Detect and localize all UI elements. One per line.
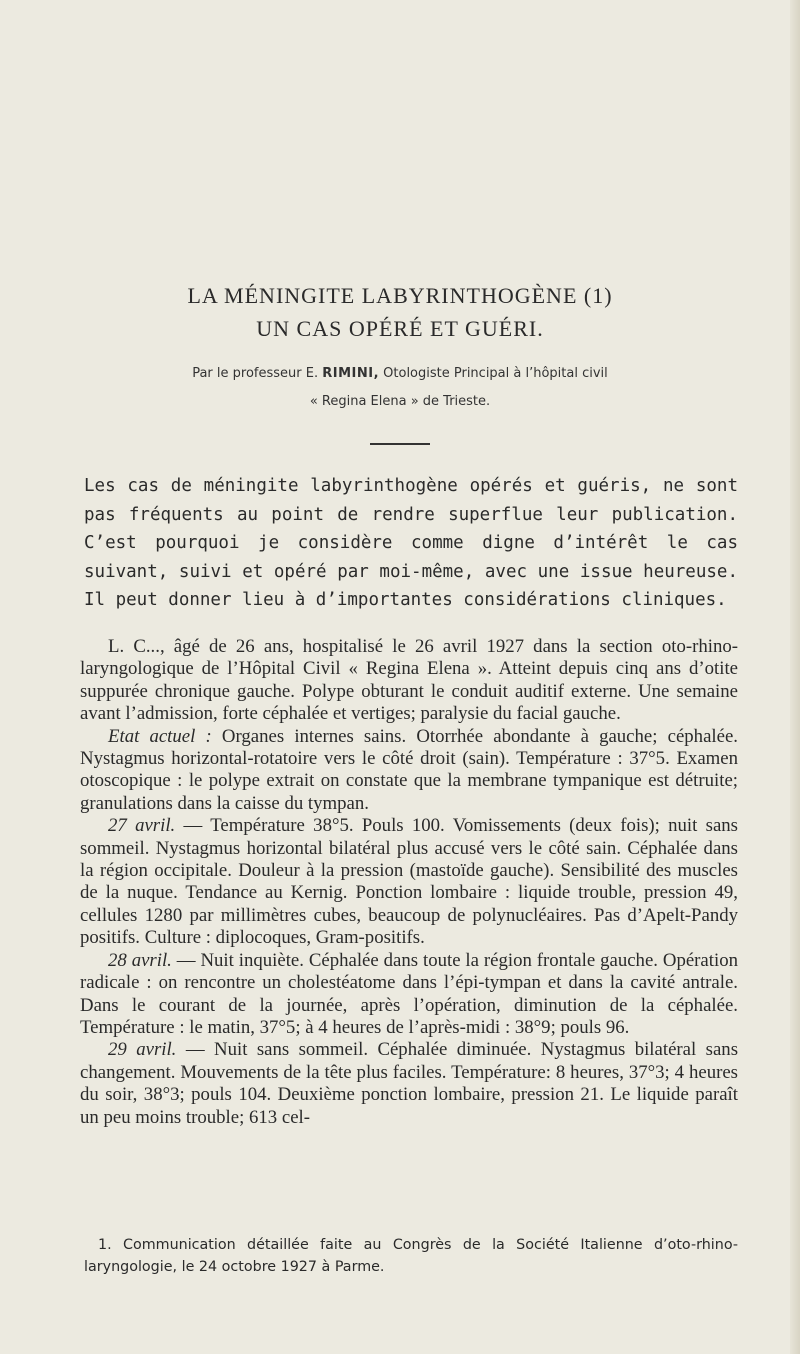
case-paragraph-3 [80,815,738,949]
case-paragraph-4 [80,950,738,1040]
case-text: — Nuit inquiète. Céphalée dans toute la région frontale gauche. Opération radicale : on rencontre un cholestéatome dans l’épi-tympan et dans la cavité antrale. Dans le courant de la journée, après l’opération, diminution de la céphalée. Température : le matin, 37°5; à 4 heures de l’après-midi : 38°9; pouls 96. [80,949,738,1038]
author-name: RIMINI, [322,366,380,381]
case-paragraph-1 [80,636,738,726]
case-paragraph-5 [80,1039,738,1129]
page-edge-shadow [790,0,800,1354]
case-text: L. C..., âgé de 26 ans, hospitalisé le 26 avril 1927 dans la section oto-rhino-laryngologique de l’Hôpital Civil « Regina Elena ». Atteint depuis cinq ans d’otite suppurée chronique gauche. Polype obturant le conduit auditif externe. Une semaine avant l’admission, forte céphalée et vertiges; paralysie du facial gauche. [80,636,738,725]
author-prefix: Par le professeur E. [192,366,319,381]
section-divider [370,443,430,445]
case-report-body [80,636,738,1129]
case-label: 28 avril. [108,949,172,971]
author-line [0,366,800,381]
intro-paragraph: Les cas de méningite labyrinthogène opérés et guéris, ne sont pas fréquents au point de rendre superflue leur publication. C’est pourquoi je considère comme digne d’intérêt le cas suivant, suivi et opéré par moi-même, avec une issue heureuse. Il peut donner lieu à d’importantes considérations cliniques. [84,476,738,610]
case-label: 27 avril. [108,815,176,837]
footnote: 1. Communication détaillée faite au Congrès de la Société Italienne d’oto-rhino-laryngologie, le 24 octobre 1927 à Parme. [84,1237,738,1275]
author-affiliation: Otologiste Principal à l’hôpital civil [383,366,608,381]
case-label: 29 avril. [108,1039,177,1061]
case-paragraph-2 [80,726,738,816]
case-text: Organes internes sains. Otorrhée abondante à gauche; céphalée. Nystagmus horizontal-rotatoire vers le côté droit (sain). Température : 37°5. Examen otoscopique : le polype extrait on constate que la membrane tympanique est détruite; granulations dans la caisse du tympan. [80,725,738,814]
case-text: — Nuit sans sommeil. Céphalée diminuée. Nystagmus bilatéral sans changement. Mouvements de la tête plus faciles. Température: 8 heures, 37°3; 4 heures du soir, 38°3; pouls 104. Deuxième ponction lombaire, pression 21. Le liquide paraît un peu moins trouble; 613 cel- [80,1039,738,1128]
case-text: — Température 38°5. Pouls 100. Vomissements (deux fois); nuit sans sommeil. Nystagmus horizontal bilatéral plus accusé vers le côté sain. Céphalée dans la région occipitale. Douleur à la pression (mastoïde gauche). Sensibilité des muscles de la nuque. Tendance au Kernig. Ponction lombaire : liquide trouble, pression 49, cellules 1280 par millimètres cubes, beaucoup de polynucléaires. Pas d’Apelt-Pandy positifs. Culture : diplocoques, Gram-positifs. [80,815,738,949]
author-affiliation-line-2: « Regina Elena » de Trieste. [309,394,491,409]
article-title-line-2: UN CAS OPÉRÉ ET GUÉRI. [256,316,544,341]
article-title-line-1: LA MÉNINGITE LABYRINTHOGÈNE (1) [187,283,613,308]
case-label: Etat actuel : [108,725,212,747]
